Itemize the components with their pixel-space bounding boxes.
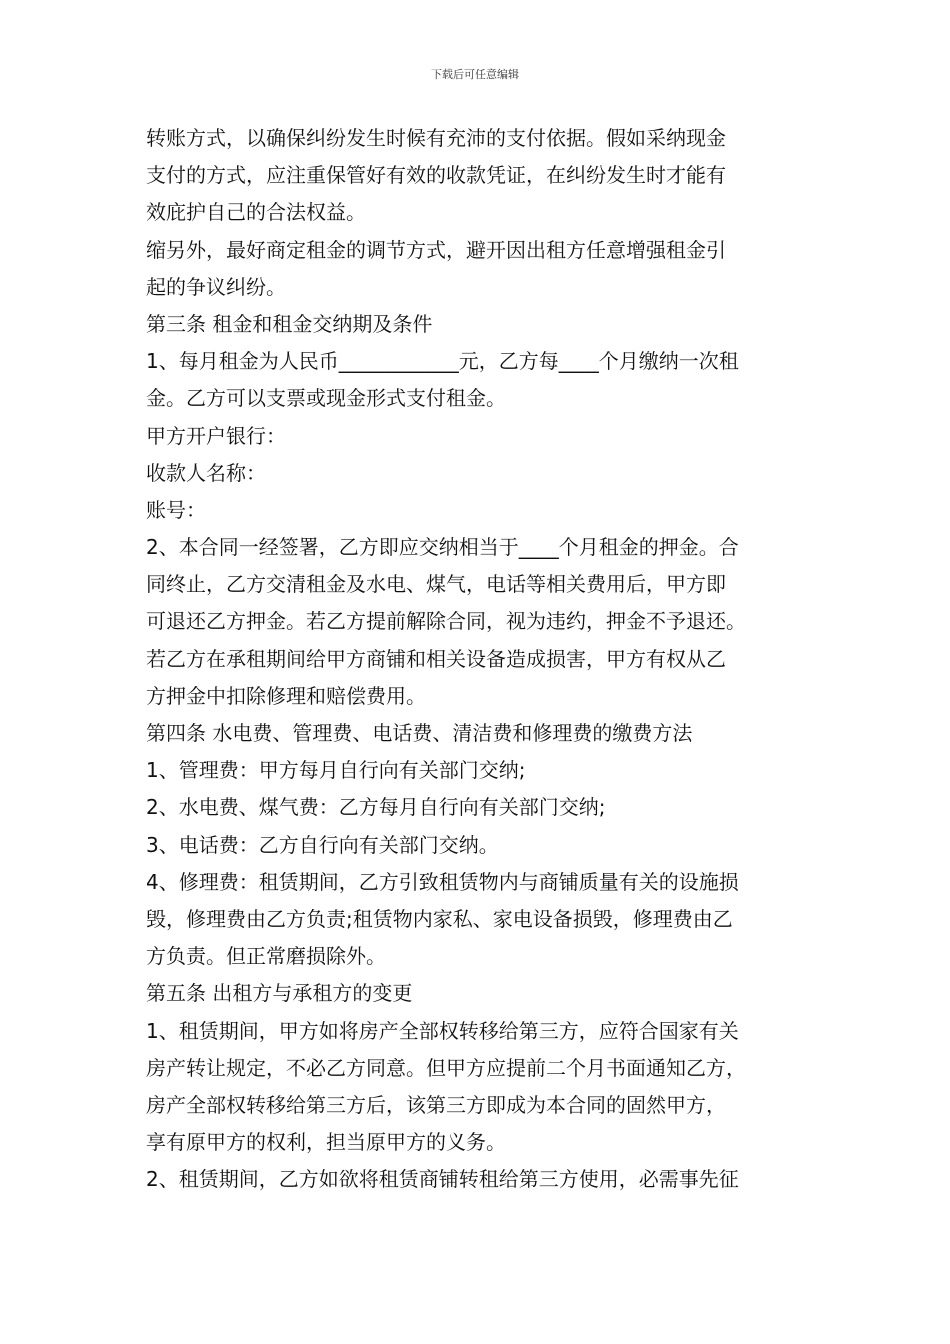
text-line: 可退还乙方押金。若乙方提前解除合同，视为违约，押金不予退还。 — [146, 609, 746, 634]
text-line: 房产全部权转移给第三方后，该第三方即成为本合同的固然甲方， — [146, 1092, 726, 1117]
text-line: 1、租赁期间，甲方如将房产全部权转移给第三方，应符合国家有关 — [146, 1018, 739, 1043]
page-header: 下载后可任意编辑 — [431, 68, 519, 81]
text-line: 同终止，乙方交清租金及水电、煤气，电话等相关费用后，甲方即 — [146, 572, 726, 597]
text-line: 4、修理费：租赁期间，乙方引致租赁物内与商铺质量有关的设施损 — [146, 869, 739, 894]
text-line: 方负责。但正常磨损除外。 — [146, 944, 386, 969]
text-line: 毁，修理费由乙方负责;租赁物内家私、家电设备损毁，修理费由乙 — [146, 906, 733, 931]
text-line: 方押金中扣除修理和赔偿费用。 — [146, 683, 426, 708]
text-line: 缩另外，最好商定租金的调节方式，避开因出租方任意增强租金引 — [146, 237, 726, 262]
text-line: 效庇护自己的合法权益。 — [146, 200, 366, 225]
text-line: 账号： — [146, 497, 206, 522]
text-line: 2、水电费、煤气费：乙方每月自行向有关部门交纳; — [146, 795, 606, 820]
text-line: 2、本合同一经签署，乙方即应交纳相当于____个月租金的押金。合 — [146, 535, 739, 560]
text-line: 3、电话费：乙方自行向有关部门交纳。 — [146, 832, 499, 857]
text-line: 2、租赁期间，乙方如欲将租赁商铺转租给第三方使用，必需事先征 — [146, 1167, 739, 1192]
text-line: 若乙方在承租期间给甲方商铺和相关设备造成损害，甲方有权从乙 — [146, 646, 726, 671]
section-heading: 第四条 水电费、管理费、电话费、清洁费和修理费的缴费方法 — [146, 721, 693, 745]
text-line: 房产转让规定，不必乙方同意。但甲方应提前二个月书面通知乙方， — [146, 1055, 746, 1080]
text-line: 转账方式，以确保纠纷发生时候有充沛的支付依据。假如采纳现金 — [146, 126, 726, 150]
section-heading: 第三条 租金和租金交纳期及条件 — [146, 311, 433, 336]
text-line: 享有原甲方的权利，担当原甲方的义务。 — [146, 1130, 506, 1155]
text-line: 1、管理费：甲方每月自行向有关部门交纳; — [146, 758, 526, 783]
text-line: 收款人名称： — [146, 460, 266, 485]
text-line: 支付的方式，应注重保管好有效的收款凭证，在纠纷发生时才能有 — [146, 163, 726, 188]
text-line: 金。乙方可以支票或现金形式支付租金。 — [146, 386, 506, 411]
text-line: 1、每月租金为人民币____________元，乙方每____个月缴纳一次租 — [146, 349, 739, 374]
section-heading: 第五条 出租方与承租方的变更 — [146, 981, 413, 1006]
text-line: 甲方开户银行： — [146, 423, 286, 448]
text-line: 起的争议纠纷。 — [146, 274, 286, 299]
document-body — [146, 120, 816, 1198]
